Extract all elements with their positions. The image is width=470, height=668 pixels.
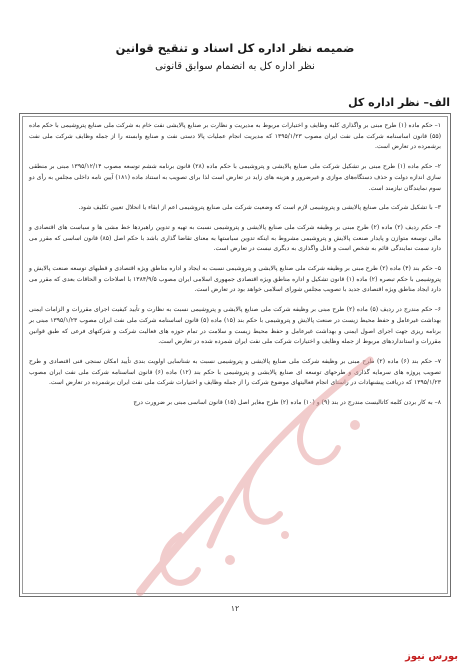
paragraph-4: ۴– حکم ردیف (۲) ماده (۲) طرح مبنی بر وظیفه شرکت ملی صنایع پالایشی و پتروشیمی نسبت به تهیه و تدوین راهبردها خط مشی ها و سیاست های اقتصادی و مالی توسعه متوازن و پایدار صنعت پالایش و پتروشیمی مشروط به اینکه تدوین سیاستها به معنای تقاضا گذاری باشد با حکم اصل (۸۵) قانون اساسی که مقرر می دارد سمت نمایندگی قائم به شخص است و قابل واگذاری به دیگری نیست در تعارض است. (29, 223, 441, 253)
paragraph-3: ۳– با تشکیل شرکت ملی صنایع پالایشی و پتروشیمی لازم است که وضعیت شرکت ملی صنایع پتروشیمی اعم از ابقاء یا انحلال تعیین تکلیف شود. (78, 204, 441, 212)
title-block (0, 40, 470, 75)
section-heading: الف– نظر اداره کل (348, 96, 450, 109)
paragraph-7: ۷– حکم بند (۶) ماده (۲) طرح مبنی بر وظیفه شرکت ملی صنایع پالایشی و پتروشیمی نسبت به شناسایی اولویت بندی تأیید امکان سنجی فنی اقتصادی و طرح تصویب پروژه های سرمایه گذاری و طرحهای توسعه ای صنایع پالایشی و پتروشیمی با حکم بند (۱۲) ماده (۶) قانون اساسنامه شرکت ملی نفت ایران مصوب ۱۳۹۵/۱/۲۳ که دریافت پیشنهادات در راستای انجام فعالیتهای موضوع شرکت را از جمله وظایف و اختیارات شرکت ملی نفت ایران برشمرده در تعارض است. (29, 357, 442, 387)
paragraph-list (29, 121, 441, 418)
paragraph-5: ۵– حکم بند (۴) ماده (۲) طرح مبنی بر وظیفه شرکت ملی صنایع پالایشی و پتروشیمی نسبت به ایجاد و اداره مناطق ویژه اقتصادی و قطبهای توسعه صنعت پالایش و پتروشیمی با حکم تبصره (۲) ماده (۱) قانون تشکیل و اداره مناطق ویژه اقتصادی جمهوری اسلامی ایران مصوب ۱۳۸۴/۹/۵ با اصلاحات و الحاقات بعدی که مقرر می دارد ایجاد مناطق ویژه اقتصادی جدید با تصویب مجلس شورای اسلامی خواهد بود در تعارض است. (29, 265, 441, 294)
paragraph-6: ۶– حکم مندرج در ردیف (۵) ماده (۲) طرح مبنی بر وظیفه شرکت ملی صنایع پالایشی و پتروشیمی نسبت به نظارت و تأیید کیفیت اجرای مقررات و الزامات ایمنی بهداشت غیرعامل و حفظ محیط زیست در صنعت پالایش و پتروشیمی با حکم بند (۱۵) ماده (۵) قانون اساسنامه شرکت ملی نفت ایران مصوب ۱۳۹۵/۱/۲۳ مبنی بر برنامه ریزی جهت اجرای اصول ایمنی و بهداشت غیرعامل و حفظ محیط زیست و سلامت در تمام حوزه های فعالیت شرکت و شرکتهای فرعی که طبق قوانین مقررات و استانداردهای مربوط از جمله وظایف و اختیارات شرکت ملی نفت ایران شمرده شده در تعارض است. (29, 306, 442, 346)
paragraph-1: ۱– حکم ماده (۱) طرح مبنی بر واگذاری کلیه وظایف و اختیارات مربوط به مدیریت و نظارت بر صنایع پالایشی نفت خام به شرکت ملی صنایع پتروشیمی با حکم ماده (۵۵) قانون اساسنامه شرکت ملی نفت ایران مصوب ۱۳۹۵/۱/۲۳ که مدیریت انجام عملیات پالا دستی نفت و صنایع وابسته را از جمله وظایف شرکت ملی نفت برشمرده در تعارض است. (29, 122, 441, 151)
paragraph-8: ۸– به کار بردن کلمه کاتالیست مندرج در بند (۹) و (۱۰) ماده (۲) طرح مغایر اصل (۱۵) قانون اساسی مبنی بر ضرورت درج (133, 399, 441, 407)
document-title: ضمیمه نظر اداره کل اسناد و تنقیح قوانین (115, 41, 355, 55)
page-number: ۱۲ (230, 604, 240, 613)
paragraph-2: ۲– حکم ماده (۱) طرح مبنی بر تشکیل شرکت ملی صنایع پالایشی و پتروشیمی با حکم ماده (۲۸) قانون برنامه ششم توسعه مصوب ۱۳۹۵/۱۲/۱۴ مبنی بر منطقی سازی اندازه دولت و حذف دستگاه‌های موازی و غیرضرور و هزینه های زاید در تعارض است لذا برای تصویب به استناد ماده (۱۸۱) آیین نامه داخلی مجلس به رأی دو سوم نمایندگان نیازمند است. (29, 163, 442, 192)
document-subtitle: نظر اداره کل به انضمام سوابق قانونی (155, 61, 315, 72)
content-frame (19, 113, 451, 597)
content-frame-inner (22, 116, 448, 594)
brand-label: بورس نیوز (405, 651, 458, 662)
